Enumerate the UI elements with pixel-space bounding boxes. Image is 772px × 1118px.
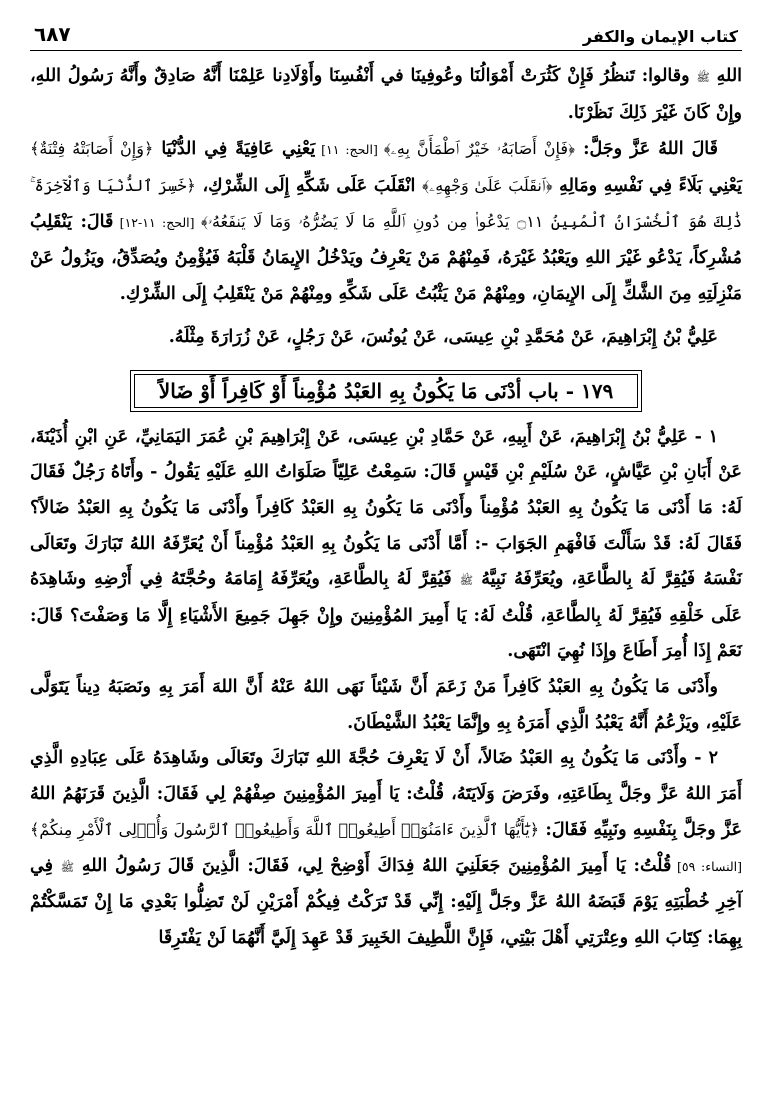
verse-reference: [النساء: ٥٩] [671,858,742,874]
quran-quote: ﴿يَٰٓأَيُّهَا ٱلَّذِينَ ءَامَنُوٓا۟ أَطِيعُوا۟ ٱللَّهَ وَأَطِيعُوا۟ ٱلرَّسُولَ وَأُو۟لِى ٱلْأَمْرِ مِنكُمْ﴾ [30,820,540,840]
text-run: فِي آخِرِ خُطْبَتِهِ يَوْمَ قَبَضَهُ اللهُ عَزَّ وجَلَّ إِلَيْهِ: إِنِّي قَدْ تَرَكْتُ فِيكُمْ أَمْرَيْنِ لَنْ تَضِلُّوا بَعْدِي مَا إِنْ تَمَسَّكْتُمْ بِهِمَا: كِتَابَ اللهِ وعِتْرَتِي أَهْلَ بَيْتِي، فَإِنَّ اللَّطِيفَ الخَبِيرَ قَدْ عَهِدَ إِلَيَّ أَنَّهُمَا لَنْ يَفْتَرِقَا [30,855,742,949]
narration-chain: عَلِيُّ بْنُ إِبْرَاهِيمَ، عَنْ مُحَمَّدِ بْنِ عِيسَى، عَنْ يُونُسَ، عَنْ رَجُلٍ، عَنْ زُرَارَةَ مِثْلَهُ. [168,327,718,348]
text-run: اللهِ [716,66,743,86]
text-run: انْقَلَبَ عَلَى شَكِّهِ إِلَى الشِّرْكِ، [195,175,423,196]
quran-quote: ﴿وَإِنْ أَصَابَتْهُ فِتْنَةٌ﴾ [30,139,154,159]
salawat-symbol: ﷺ [459,574,474,588]
book-title: كتاب الإيمان والكفر [582,27,738,46]
verse-reference: [الحج: ١١-١٢] [113,215,201,231]
page-number: ٦٨٧ [34,22,71,46]
paragraph-2 [30,131,742,312]
quran-quote: ﴿فَإِنْ أَصَابَهُۥ خَيْرٌ ٱطْمَأَنَّ بِهِۦ﴾ [383,139,576,159]
text-run: قُلْتُ: يَا أَمِيرَ المُؤْمِنِينَ جَعَلَنِيَ اللهُ فِدَاكَ أَوْضِحْ لِي، فَقَالَ: الَّذِينَ قَالَ رَسُولُ اللهِ [74,855,672,876]
text-run: ١ - عَلِيُّ بْنُ إِبْرَاهِيمَ، عَنْ أَبِيهِ، عَنْ حَمَّادِ بْنِ عِيسَى، عَنْ إِبْرَاهِيمَ بْنِ عُمَرَ اليَمَانِيِّ، عَنِ ابْنِ أُذَيْنَةَ، عَنْ أَبَانِ بْنِ عَيَّاشٍ، عَنْ سُلَيْمِ بْنِ قَيْسٍ قَالَ: سَمِعْتُ عَلِيّاً صَلَوَاتُ اللهِ عَلَيْهِ يَقُولُ - وأَتَاهُ رَجُلٌ فَقَالَ لَهُ: مَا أَدْنَى مَا يَكُونُ بِهِ العَبْدُ مُؤْمِناً وأَدْنَى مَا يَكُونُ بِهِ العَبْدُ كَافِراً وأَدْنَى مَا يَكُونُ بِهِ العَبْدُ ضَالاً؟ فَقَالَ لَهُ: قَدْ سَأَلْتَ فَافْهَمِ الجَوَابَ -: أَمَّا أَدْنَى مَا يَكُونُ بِهِ العَبْدُ مُؤْمِناً أَنْ يُعَرِّفَهُ اللهُ تَبَارَكَ وتَعَالَى نَفْسَهُ فَيُقِرَّ لَهُ بِالطَّاعَةِ، ويُعَرِّفَهُ نَبِيَّهُ [30,426,742,590]
paragraph-3 [30,420,742,670]
chapter-title-box: ١٧٩ - باب أدْنَى مَا يَكُونُ بِهِ العَبْدُ مُؤْمِناً أَوْ كَافِراً أَوْ ضَالاً [130,370,642,412]
text-run: ٢ - وأَدْنَى مَا يَكُونُ بِهِ العَبْدُ ضَالاً، أَنْ لَا يَعْرِفَ حُجَّةَ اللهِ تَبَارَكَ وتَعَالَى وشَاهِدَهُ عَلَى عِبَادِهِ الَّذِي أَمَرَ اللهُ عَزَّ وجَلَّ بِطَاعَتِهِ، وفَرَضَ وَلَايَتَهُ، قُلْتُ: يَا أَمِيرَ المُؤْمِنِينَ صِفْهُمْ لِي فَقَالَ: الَّذِينَ قَرَنَهُمُ اللهُ عَزَّ وجَلَّ بِنَفْسِهِ ونَبِيِّهِ فَقَالَ: [30,748,743,841]
salawat-symbol: ﷺ [60,860,75,874]
paragraph-1 [30,59,742,131]
salawat-symbol: ﷺ [696,71,710,84]
text-run: قَالَ اللهُ عَزَّ وجَلَّ: [575,139,718,160]
quran-quote: ﴿ٱنقَلَبَ عَلَىٰ وَجْهِهِۦ﴾ [422,175,553,195]
running-header [30,16,742,51]
text-run: قَالَ: يَنْقَلِبُ مُشْرِكاً، يَدْعُو غَيْرَ اللهِ ويَعْبُدُ غَيْرَهُ، فَمِنْهُمْ مَنْ يَعْرِفُ ويَدْخُلُ الإِيمَانُ قَلْبَهُ فَيُؤْمِنُ ويُصَدِّقُ، ويَزُولُ عَنْ مَنْزِلَتِهِ مِنَ الشَّكِّ إِلَى الإِيمَانِ، ومِنْهُمْ مَنْ يَثْبُتُ عَلَى شَكِّهِ ومِنْهُمْ مَنْ يَنْقَلِبُ إِلَى الشِّرْكِ. [30,212,742,304]
text-run: يَعْنِي بَلَاءً فِي نَفْسِهِ ومَالِهِ [552,175,742,196]
quran-quote: ﴿خَسِرَ ٱلدُّنْيَا وَٱلْآخِرَةَ ۚ ذَٰلِكَ هُوَ ٱلْخُسْرَانُ ٱلْمُبِينُ ۝١١ يَدْعُوا۟ مِن دُونِ ٱللَّهِ مَا لَا يَضُرُّهُۥ وَمَا لَا يَنفَعُهُۥ﴾ [30,175,742,232]
verse-reference: [الحج: ١١] [315,142,384,158]
paragraph-4: وأَدْنَى مَا يَكُونُ بِهِ العَبْدُ كَافِراً مَنْ زَعَمَ أَنَّ شَيْئاً نَهَى اللهُ عَنْهُ أَنَّ اللهَ أَمَرَ بِهِ ونَصَبَهُ دِيناً يَتَوَلَّى عَلَيْهِ، ويَزْعُمُ أَنَّهُ يَعْبُدُ الَّذِي أَمَرَهُ بِهِ وإِنَّمَا يَعْبُدُ الشَّيْطَانَ. [30,676,742,733]
text-run: يَعْنِي عَافِيَةً فِي الدُّنْيَا [153,139,316,160]
text-run: فَيُقِرَّ لَهُ بِالطَّاعَةِ، ويُعَرِّفَهُ إِمَامَهُ وحُجَّتَهُ فِي أَرْضِهِ وشَاهِدَهُ عَلَى خَلْقِهِ فَيُقِرَّ لَهُ بِالطَّاعَةِ، قُلْتُ لَهُ: يَا أَمِيرَ المُؤْمِنِينَ وإِنْ جَهِلَ جَمِيعَ الأَشْيَاءِ إِلَّا مَا وَصَفْتَ؟ قَالَ: نَعَمْ إِذَا أُمِرَ أَطَاعَ وإِذَا نُهِيَ انْتَهَى. [30,569,742,662]
page-body [30,51,742,957]
text-run: وقالوا: تَنظُرُ فَإِنْ كَثُرَتْ أَمْوَالُنَا وعُوفِينَا في أَنْفُسِنَا وأَوْلَادِنا عَلِمْنَا أَنَّهُ صَادِقٌ وأَنَّهُ رَسُولُ اللهِ، وإِنْ كَانَ غَيْرَ ذَلِكَ نَظَرْنَا. [30,66,742,123]
paragraph-5 [30,741,742,957]
